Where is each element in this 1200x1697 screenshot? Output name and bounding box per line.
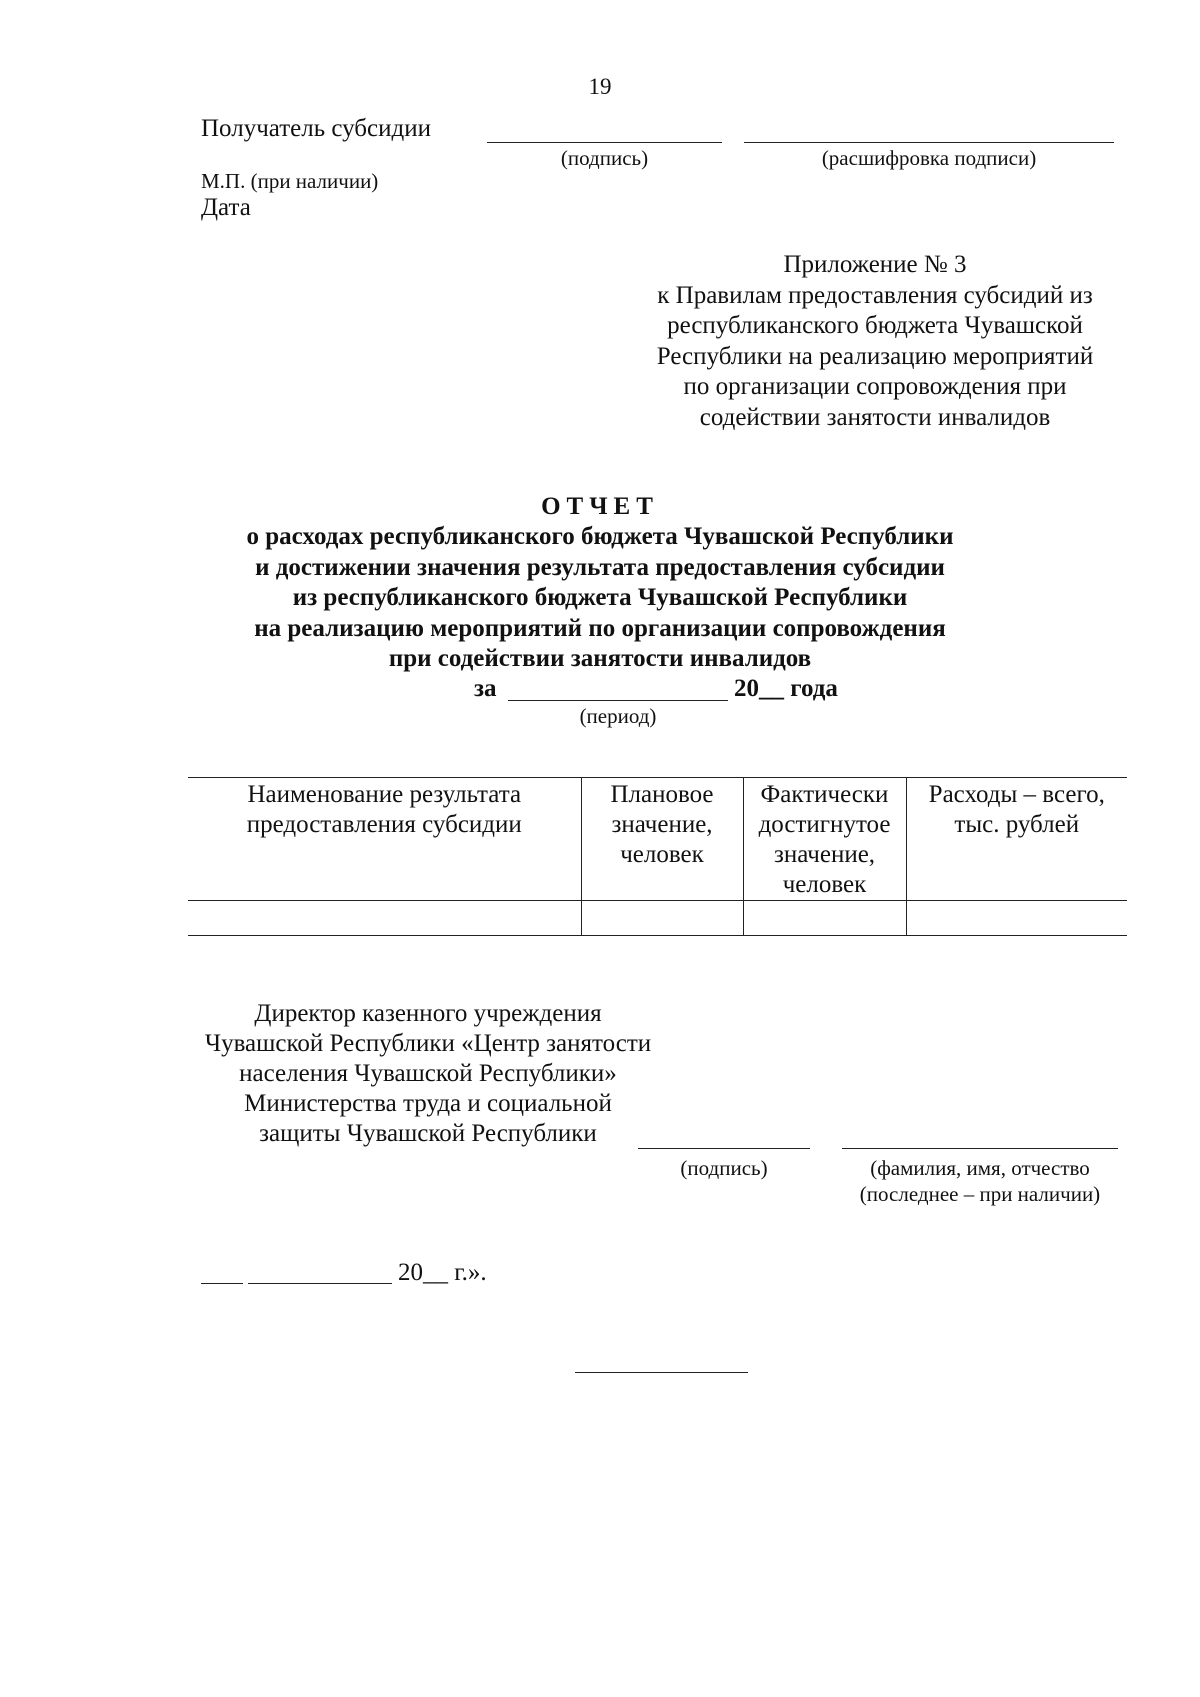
director-line: Министерства труда и социальной	[244, 1090, 612, 1117]
recipient-signature-caption: (подпись)	[560, 146, 649, 170]
appendix-line: Приложение № 3	[783, 251, 967, 278]
table-cell[interactable]	[581, 901, 743, 936]
director-line: Директор казенного учреждения	[254, 1000, 602, 1027]
appendix-line: Республики на реализацию мероприятий	[656, 342, 1094, 370]
director-name-caption: (фамилия, имя, отчество	[870, 1156, 1090, 1180]
director-line: Чувашской Республики «Центр занятости	[204, 1030, 652, 1057]
report-subtitle-line: о расходах республиканского бюджета Чувашской Республики	[246, 523, 954, 550]
appendix-line: республиканского бюджета Чувашской	[667, 312, 1083, 339]
table-header-row	[188, 778, 1127, 901]
table-header-cell: Наименование результата предоставления субсидии	[188, 778, 581, 901]
period-blank-line	[508, 700, 728, 701]
report-subtitle	[200, 522, 1000, 675]
appendix-line: к Правилам предоставления субсидий из	[657, 281, 1093, 309]
period-prefix: за	[474, 675, 497, 702]
table-header-cell: Фактически достигнутое значение, человек	[743, 778, 906, 901]
director-signature-caption: (подпись)	[680, 1156, 768, 1180]
closing-separator-line	[575, 1372, 748, 1373]
director-line: населения Чувашской Республики»	[239, 1060, 617, 1087]
recipient-signature-decoding-caption: (расшифровка подписи)	[821, 146, 1037, 170]
date-year-text: 20__ г.».	[398, 1259, 487, 1286]
appendix-line: содействии занятости инвалидов	[699, 403, 1051, 431]
period-caption: (период)	[579, 704, 657, 728]
recipient-label: Получатель субсидии	[201, 115, 431, 142]
report-table	[188, 777, 1127, 936]
date-day-line	[201, 1283, 243, 1284]
director-name-caption-note: (последнее – при наличии)	[859, 1182, 1101, 1206]
director-signature-line	[638, 1148, 810, 1149]
recipient-signature-decoding-line	[744, 142, 1114, 143]
appendix-line: по организации сопровождения при	[683, 373, 1067, 400]
period-year: 20__ года	[734, 675, 838, 702]
seal-label: М.П. (при наличии)	[201, 169, 379, 193]
table-header-cell: Плановое значение, человек	[581, 778, 743, 901]
table-cell[interactable]	[188, 901, 581, 936]
director-name-line	[842, 1148, 1118, 1149]
report-title: ОТЧЕТ	[541, 493, 659, 520]
table-cell[interactable]	[906, 901, 1127, 936]
date-label: Дата	[201, 194, 251, 221]
report-subtitle-line: и достижении значения результата предоставления субсидии	[255, 553, 945, 581]
report-subtitle-line: на реализацию мероприятий по организации сопровождения	[254, 614, 946, 642]
recipient-signature-line	[487, 142, 722, 143]
appendix-block	[640, 250, 1110, 433]
date-month-line	[248, 1283, 392, 1284]
page-number: 19	[588, 74, 612, 99]
director-block	[198, 999, 658, 1149]
table-header-cell: Расходы – всего, тыс. рублей	[906, 778, 1127, 901]
report-subtitle-line: при содействии занятости инвалидов	[388, 645, 812, 672]
table-cell[interactable]	[743, 901, 906, 936]
director-line: защиты Чувашской Республики	[259, 1120, 597, 1147]
report-subtitle-line: из республиканского бюджета Чувашской Республики	[292, 584, 908, 611]
table-row	[188, 901, 1127, 936]
